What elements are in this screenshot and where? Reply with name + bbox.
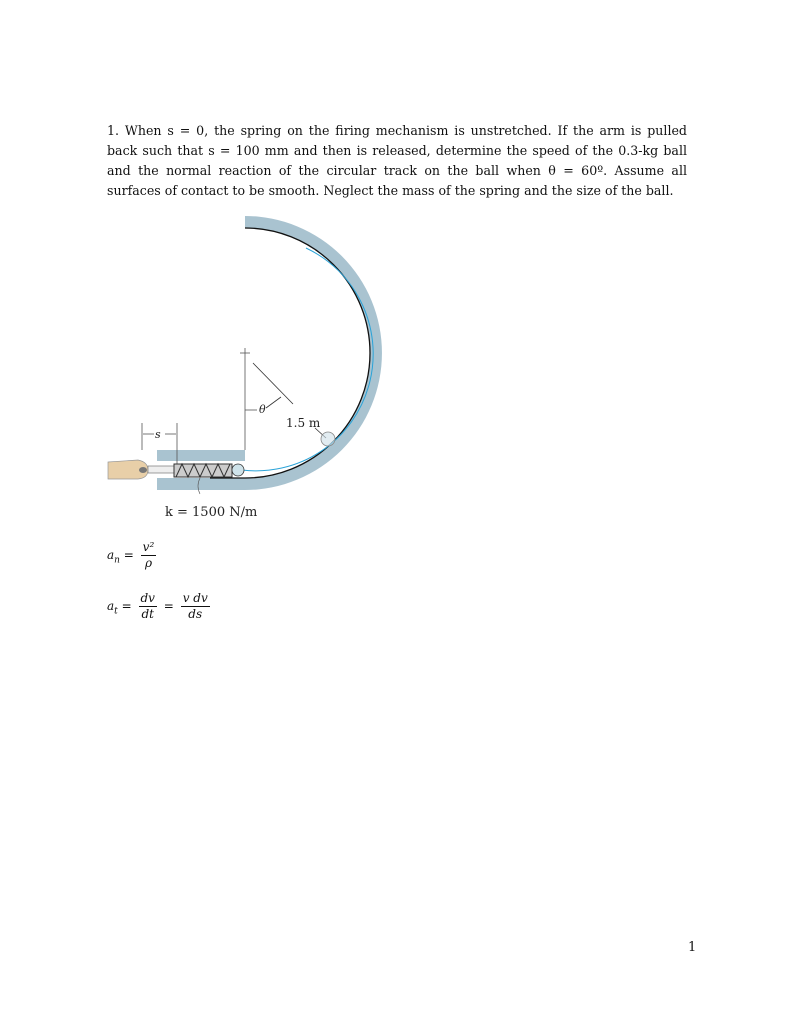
spring-constant-label: k = 1500 N/m bbox=[165, 505, 258, 520]
problem-figure bbox=[90, 212, 400, 532]
an-subscript: n bbox=[114, 555, 120, 566]
at-denominator-1: dt bbox=[141, 607, 154, 621]
launcher-top-guide bbox=[157, 450, 245, 461]
ball-on-track bbox=[321, 432, 335, 446]
circular-track bbox=[157, 216, 382, 490]
at-numerator-1: dv bbox=[140, 591, 155, 605]
ball bbox=[232, 464, 244, 476]
equals-sign: = bbox=[163, 599, 174, 613]
an-numerator: v² bbox=[142, 540, 155, 554]
at-numerator-2: v dv bbox=[182, 591, 208, 605]
an-denominator: ρ bbox=[144, 556, 152, 570]
equals-sign: = bbox=[123, 548, 134, 562]
problem-statement: 1. When s = 0, the spring on the firing mechanism is unstretched. If the arm is pulled back such that s = 100 mm and then is released, determine the speed of the 0.3-kg ball and the normal reaction of the circular track on the ball when θ = 60º. Assume all surfaces of contact to be smooth. Neglect the mass of the spring and the size of the ball. bbox=[107, 122, 687, 198]
theta-label: θ bbox=[259, 403, 266, 416]
at-symbol: a bbox=[107, 599, 115, 613]
page-number: 1 bbox=[688, 940, 697, 955]
s-label: s bbox=[155, 428, 161, 441]
track-diagram bbox=[90, 212, 400, 532]
normal-acceleration-equation bbox=[107, 540, 159, 571]
an-symbol: a bbox=[107, 548, 115, 562]
equals-sign: = bbox=[121, 599, 132, 613]
radius-label: 1.5 m bbox=[286, 416, 321, 430]
at-subscript: t bbox=[114, 606, 118, 617]
tangential-acceleration-equation bbox=[107, 591, 213, 622]
spring bbox=[174, 464, 232, 477]
radius-line bbox=[253, 363, 293, 404]
at-denominator-2: ds bbox=[188, 607, 203, 621]
